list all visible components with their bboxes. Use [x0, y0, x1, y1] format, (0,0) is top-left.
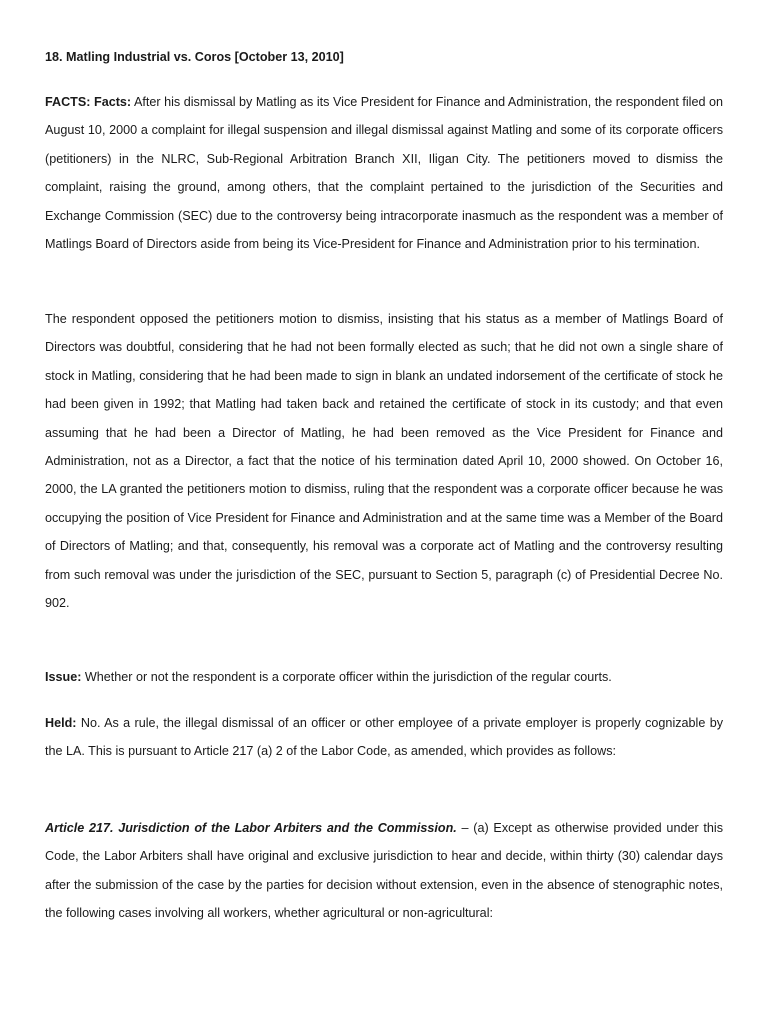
- article-heading: Article 217. Jurisdiction of the Labor Arbiters and the Commission.: [45, 821, 457, 835]
- facts-label: FACTS:: [45, 95, 91, 109]
- article-paragraph: [45, 814, 723, 928]
- document-title: 18. Matling Industrial vs. Coros [October 13, 2010]: [45, 50, 344, 64]
- held-label: Held:: [45, 716, 77, 730]
- facts-sublabel: Facts:: [94, 95, 132, 109]
- issue-paragraph: [45, 663, 723, 691]
- article-text: – (a) Except as otherwise provided under this Code, the Labor Arbiters shall have original and exclusive jurisdiction to hear and decide, within thirty (30) calendar days after the submission of the case by the parties for decision without extension, even in the absence of stenographic notes, the following cases involving all workers, whether agricultural or non-agricultural:: [45, 821, 723, 921]
- facts-text: After his dismissal by Matling as its Vice President for Finance and Administration, the respondent filed on August 10, 2000 a complaint for illegal suspension and illegal dismissal against Matling and some of its corporate officers (petitioners) in the NLRC, Sub-Regional Arbitration Branch XII, Iligan City. The petitioners moved to dismiss the complaint, raising the ground, among others, that the complaint pertained to the jurisdiction of the Securities and Exchange Commission (SEC) due to the controversy being intracorporate inasmuch as the respondent was a member of Matlings Board of Directors aside from being its Vice-President for Finance and Administration prior to his termination.: [45, 95, 723, 252]
- issue-text: Whether or not the respondent is a corporate officer within the jurisdiction of the regular courts.: [84, 670, 612, 684]
- held-text: No. As a rule, the illegal dismissal of an officer or other employee of a private employer is properly cognizable by the LA. This is pursuant to Article 217 (a) 2 of the Labor Code, as amended, which provides as follows:: [45, 716, 724, 759]
- opposition-paragraph: The respondent opposed the petitioners motion to dismiss, insisting that his status as a member of Matlings Board of Directors was doubtful, considering that he had not been formally elected as such; that he did not own a single share of stock in Matling, considering that he had been made to sign in blank an undated indorsement of the certificate of stock he had been given in 1992; that Matling had taken back and retained the certificate of stock in its custody; and that even assuming that he had been a Director of Matling, he had been removed as the Vice President for Finance and Administration, not as a Director, a fact that the notice of his termination dated April 10, 2000 showed. On October 16, 2000, the LA granted the petitioners motion to dismiss, ruling that the respondent was a corporate officer because he was occupying the position of Vice President for Finance and Administration and at the same time was a Member of the Board of Directors of Matling; and that, consequently, his removal was a corporate act of Matling and the controversy resulting from such removal was under the jurisdiction of the SEC, pursuant to Section 5, paragraph (c) of Presidential Decree No. 902.: [45, 312, 723, 611]
- issue-label: Issue:: [45, 670, 82, 684]
- facts-paragraph: [45, 88, 723, 258]
- held-paragraph: [45, 709, 723, 766]
